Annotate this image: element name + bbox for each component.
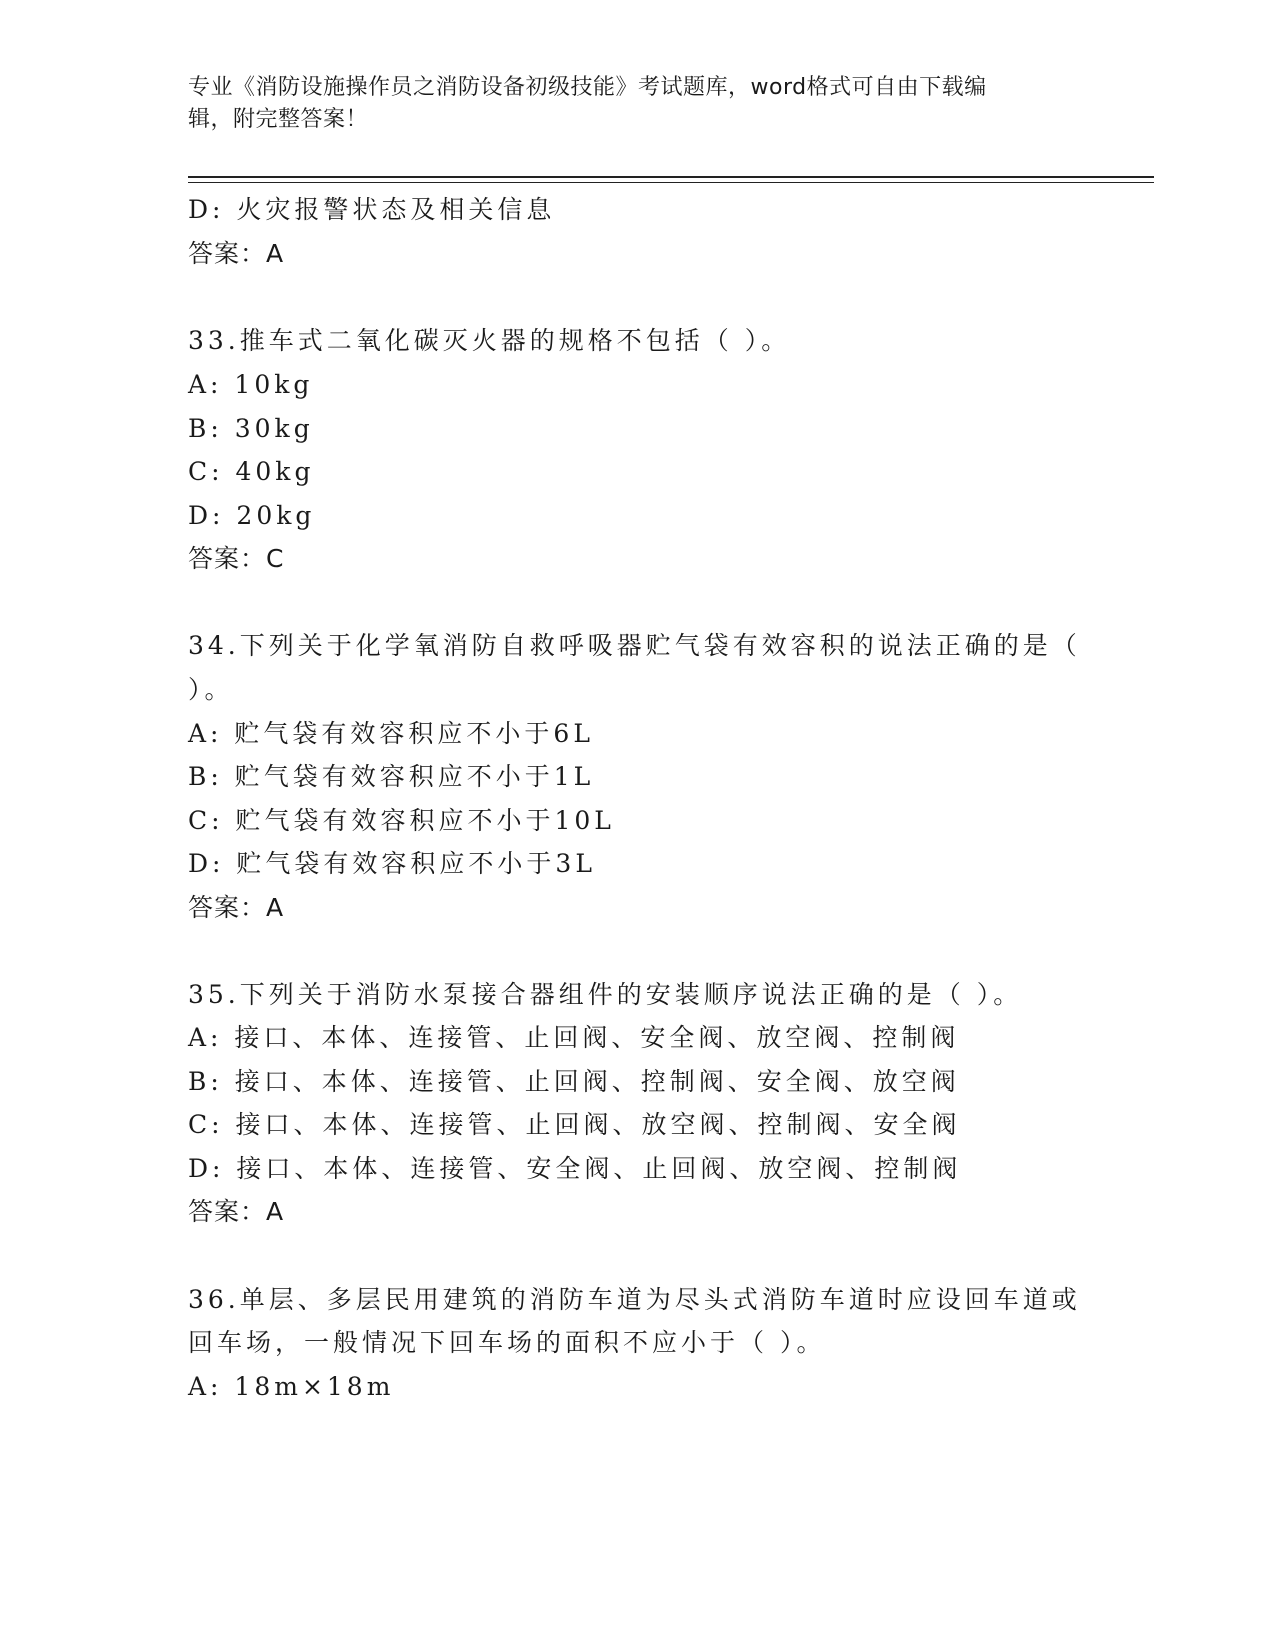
prev-option-d: D: 火灾报警状态及相关信息	[188, 195, 556, 224]
q34-answer: 答案：A	[188, 893, 285, 922]
q33-option-d: D: 20kg	[188, 501, 316, 530]
q35-option-d: D: 接口、本体、连接管、安全阀、止回阀、放空阀、控制阀	[188, 1154, 962, 1183]
q34-question-line-1: 34.下列关于化学氧消防自救呼吸器贮气袋有效容积的说法正确的是（	[188, 631, 1081, 660]
q34-option-a: A: 贮气袋有效容积应不小于6L	[188, 719, 594, 748]
q35-option-b: B: 接口、本体、连接管、止回阀、控制阀、安全阀、放空阀	[188, 1067, 960, 1096]
q34-option-d: D: 贮气袋有效容积应不小于3L	[188, 849, 596, 878]
q36-question-line-1: 36.单层、多层民用建筑的消防车道为尽头式消防车道时应设回车道或	[188, 1285, 1081, 1314]
prev-answer: 答案：A	[188, 239, 285, 268]
header-rule-thin	[188, 182, 1154, 183]
q33-option-c: C: 40kg	[188, 457, 315, 486]
q33-option-a: A: 10kg	[188, 370, 314, 399]
q36-option-a: A: 18m×18m	[188, 1372, 395, 1401]
header-line-1: 专业《消防设施操作员之消防设备初级技能》考试题库，word格式可自由下载编	[188, 75, 987, 100]
header-line-2: 辑，附完整答案！	[188, 107, 369, 132]
header-rule-thick	[188, 176, 1154, 178]
q35-answer: 答案：A	[188, 1197, 285, 1226]
q35-option-a: A: 接口、本体、连接管、止回阀、安全阀、放空阀、控制阀	[188, 1023, 960, 1052]
q33-question: 33.推车式二氧化碳灭火器的规格不包括（ ）。	[188, 326, 791, 355]
q34-option-b: B: 贮气袋有效容积应不小于1L	[188, 762, 595, 791]
q34-question-line-2: ）。	[188, 675, 234, 704]
q35-question: 35.下列关于消防水泵接合器组件的安装顺序说法正确的是（ ）。	[188, 980, 1023, 1009]
document-header	[188, 72, 1068, 136]
q34-option-c: C: 贮气袋有效容积应不小于10L	[188, 806, 615, 835]
q33-answer: 答案：C	[188, 544, 285, 573]
q33-option-b: B: 30kg	[188, 414, 314, 443]
q35-option-c: C: 接口、本体、连接管、止回阀、放空阀、控制阀、安全阀	[188, 1110, 961, 1139]
q36-question-line-2: 回车场，一般情况下回车场的面积不应小于（ ）。	[188, 1328, 826, 1357]
